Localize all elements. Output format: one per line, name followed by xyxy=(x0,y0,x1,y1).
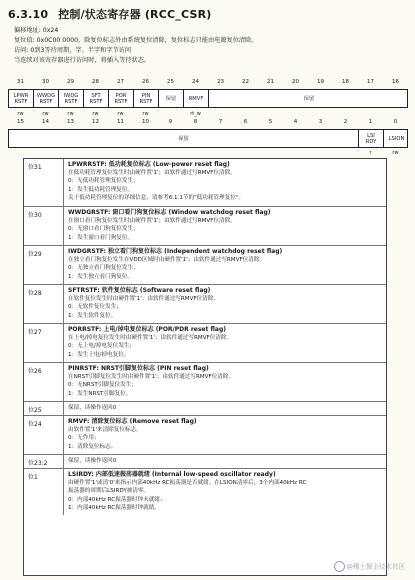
bit-description-line: 在NRST引脚复位发生时由硬件置'1'；由软件通过写RMVF位清除。 xyxy=(68,374,235,381)
lower-bit-3: 3 xyxy=(318,119,323,125)
bit-description-line: 1：清除复位标志。 xyxy=(68,443,117,450)
column-divider xyxy=(63,416,64,454)
upper-field-iwdgrstf: IWDG RSTF xyxy=(59,90,84,107)
lower-bit-2: 2 xyxy=(343,119,348,125)
upper-access-label: rw xyxy=(142,111,149,117)
bit-field-title: RMVF: 清除复位标志 (Remove reset flag) xyxy=(68,418,197,425)
upper-field-rmvf: RMVF xyxy=(184,90,209,107)
bit-description-line: 1：发生独立看门狗复位。 xyxy=(68,273,134,280)
bit-description-content xyxy=(68,287,382,320)
bit-description-line: 在低功耗管理复位发生时由硬件置'1'；由软件通过写RMVF位清除。 xyxy=(68,170,236,177)
column-divider xyxy=(63,207,64,245)
bit-field-title: IWDGRSTF: 独立看门狗复位标志 (Independent watchdog reset flag) xyxy=(68,248,283,255)
upper-access-label: rw xyxy=(17,111,24,117)
lower-access-row xyxy=(8,150,408,158)
bit-position-label: 位27 xyxy=(28,329,42,336)
lower-bit-13: 13 xyxy=(67,119,74,125)
lower-bit-numbers xyxy=(8,119,408,128)
lower-bit-1: 1 xyxy=(368,119,373,125)
bit-field-title: SFTRSTF: 软件复位标志 (Software reset flag) xyxy=(68,287,211,294)
lower-bit-4: 4 xyxy=(293,119,298,125)
upper-bit-23: 23 xyxy=(217,79,224,85)
upper-bit-24: 24 xyxy=(192,79,199,85)
bit-description-row xyxy=(24,245,386,284)
bit-description-line: 振荡器的周期后LSIRDY被清零。 xyxy=(68,488,150,495)
upper-bit-31: 31 xyxy=(17,79,24,85)
meta-access: 访问: 0到3等待周期，字、半字和字节访问 xyxy=(14,47,132,54)
bit-description-line: 在窗口看门狗复位发生时由硬件置'1'；由软件通过写RMVF位清除。 xyxy=(68,218,236,225)
bit-description-line: 1：发生NRST引脚复位。 xyxy=(68,390,132,397)
bit-description-row xyxy=(24,159,386,206)
upper-bit-numbers xyxy=(8,79,408,88)
bit-position-label: 位30 xyxy=(28,212,42,219)
bit-description-content xyxy=(68,365,382,398)
bit-position-label: 位23:2 xyxy=(28,460,48,467)
lower-bit-12: 12 xyxy=(92,119,99,125)
upper-field-pinrstf: PIN RSTF xyxy=(134,90,159,107)
bit-description-line: 在上电/掉电复位发生时由硬件置'1'；由软件通过写RMVF位清除。 xyxy=(68,335,233,342)
bit-field-title: 保留，读操作返回0 xyxy=(68,405,117,411)
bit-description-content xyxy=(68,248,382,281)
watermark-logo-icon xyxy=(334,561,345,572)
meta-offset: 偏移地址: 0x24 xyxy=(14,27,59,34)
register-lower-row xyxy=(8,129,408,148)
bit-description-content xyxy=(68,457,382,465)
lower-field-lsirdy: LSI RDY xyxy=(359,130,384,147)
bit-description-line: 1：发生低功耗管理复位。 xyxy=(68,186,134,193)
bit-description-line: 0：无软件复位发生； xyxy=(68,304,122,311)
bit-description-line: 1：发生上电/掉电复位。 xyxy=(68,351,130,358)
bit-description-row xyxy=(24,415,386,454)
upper-bit-27: 27 xyxy=(117,79,124,85)
bit-description-line: 1：内部40kHz RC振荡器时钟就绪。 xyxy=(68,504,160,511)
bit-description-line: 0：无作用； xyxy=(68,435,100,442)
bit-description-line: 0：无窗口看门狗复位发生； xyxy=(68,226,139,233)
lower-field-lsion: LSION xyxy=(388,135,405,142)
section-heading xyxy=(8,6,211,22)
upper-field-sftrstf: SFT RSTF xyxy=(84,90,109,107)
upper-access-label: rw xyxy=(92,111,99,117)
bit-position-label: 位26 xyxy=(28,368,42,375)
bit-description-line: 关于低功耗管理复位的详细信息，请参考6.1.1节的"低功耗管理复位"。 xyxy=(68,194,245,201)
upper-bit-18: 18 xyxy=(342,79,349,85)
bit-description-content xyxy=(68,404,382,412)
meta-wait-state: 当连续对该寄存器进行访问时，将插入等待状态。 xyxy=(14,57,151,64)
lower-field-保留: 保留 xyxy=(9,130,359,147)
lower-bit-15: 15 xyxy=(17,119,24,125)
lower-bit-7: 7 xyxy=(218,119,223,125)
bit-description-row xyxy=(24,284,386,323)
bit-description-row xyxy=(24,362,386,401)
upper-access-label: rw xyxy=(117,111,124,117)
upper-field-保留: 保留 xyxy=(303,95,315,102)
column-divider xyxy=(63,285,64,323)
bit-field-title: 保留，读操作返回0 xyxy=(68,458,117,464)
watermark: @稀土掘金技术社区 xyxy=(334,561,406,572)
lower-access-label: rw xyxy=(392,150,399,156)
bit-field-title: LSIRDY: 内部低速振荡器就绪 (Internal low-speed oscillator ready) xyxy=(68,471,276,478)
bit-description-table xyxy=(23,158,387,576)
upper-bit-19: 19 xyxy=(317,79,324,85)
bit-description-content xyxy=(68,209,382,242)
upper-field-保留: 保留 xyxy=(159,90,184,107)
upper-access-label: rw xyxy=(67,111,74,117)
bit-description-line: 0：无独立看门狗复位发生； xyxy=(68,265,139,272)
section-number: 6.3.10 xyxy=(8,8,49,21)
bit-description-line: 1：发生软件复位。 xyxy=(68,312,117,319)
bit-position-label: 位1 xyxy=(28,474,38,481)
lower-bit-10: 10 xyxy=(142,119,149,125)
column-divider xyxy=(63,455,64,468)
bit-description-content xyxy=(68,471,382,512)
upper-field-wwdgrstf: WWDG RSTF xyxy=(34,90,59,107)
bit-description-line: 由软件置'1'来清除复位标志。 xyxy=(68,427,142,434)
upper-access-label: rt_w xyxy=(190,111,201,117)
bit-position-label: 位24 xyxy=(28,421,42,428)
bit-description-line: 1：发生窗口看门狗复位。 xyxy=(68,234,134,241)
column-divider xyxy=(63,246,64,284)
upper-bit-26: 26 xyxy=(142,79,149,85)
column-divider xyxy=(63,402,64,415)
bit-field-title: LPWRRSTF: 低功耗复位标志 (Low-power reset flag) xyxy=(68,161,230,168)
lower-bit-0: 0 xyxy=(393,119,398,125)
upper-bit-21: 21 xyxy=(267,79,274,85)
bit-description-content xyxy=(68,326,382,359)
bit-description-line: 在独立看门狗复位发生在VDD区域时由硬件置'1'；由软件通过写RMVF位清除。 xyxy=(68,257,266,264)
column-divider xyxy=(63,469,64,515)
upper-bit-17: 17 xyxy=(367,79,374,85)
bit-description-row xyxy=(24,323,386,362)
upper-field-porrstf: POR RSTF xyxy=(109,90,134,107)
bit-description-line: 0：无上电/掉电复位发生； xyxy=(68,343,135,350)
upper-bit-28: 28 xyxy=(92,79,99,85)
upper-bit-20: 20 xyxy=(292,79,299,85)
column-divider xyxy=(63,324,64,362)
lower-bit-6: 6 xyxy=(243,119,248,125)
upper-bit-29: 29 xyxy=(67,79,74,85)
lower-bit-5: 5 xyxy=(268,119,273,125)
upper-access-row xyxy=(8,111,408,119)
upper-bit-30: 30 xyxy=(42,79,49,85)
bit-field-title: PORRSTF: 上电/掉电复位标志 (POR/PDR reset flag) xyxy=(68,326,226,333)
lower-access-label: r xyxy=(369,150,372,156)
bit-description-row xyxy=(24,468,386,515)
bit-description-line: 由硬件置'1'或清'0'来指示内部40kHz RC振荡器是否就绪。在LSION清零后，3个内部40kHz RC xyxy=(68,480,307,487)
upper-bit-16: 16 xyxy=(392,79,399,85)
lower-bit-9: 9 xyxy=(168,119,173,125)
bit-description-line: 0：无低功耗管理复位发生； xyxy=(68,178,139,185)
column-divider xyxy=(63,363,64,401)
bit-field-title: WWDGRSTF: 窗口看门狗复位标志 (Window watchdog reset flag) xyxy=(68,209,271,216)
bit-field-title: PINRSTF: NRST引脚复位标志 (PIN reset flag) xyxy=(68,365,209,372)
column-divider xyxy=(63,159,64,206)
bit-position-label: 位31 xyxy=(28,164,42,171)
bit-position-label: 位28 xyxy=(28,290,42,297)
bit-description-line: 0：内部40kHz RC振荡器时钟未就绪； xyxy=(68,496,166,503)
bit-description-line: 在软件复位发生时由硬件置'1'；由软件通过写RMVF位清除。 xyxy=(68,296,220,303)
lower-bit-11: 11 xyxy=(117,119,124,125)
upper-bit-22: 22 xyxy=(242,79,249,85)
upper-field-lpwrrstf: LPWR RSTF xyxy=(9,90,34,107)
upper-bit-25: 25 xyxy=(167,79,174,85)
lower-bit-14: 14 xyxy=(42,119,49,125)
bit-description-content xyxy=(68,161,382,202)
bit-description-row xyxy=(24,206,386,245)
bit-description-content xyxy=(68,418,382,451)
upper-access-label: rw xyxy=(42,111,49,117)
bit-description-row xyxy=(24,454,386,468)
meta-reset-value: 复位值: 0x0C00 0000，除复位标志外由系统复位清除，复位标志只能由电源复位清除。 xyxy=(14,37,258,44)
bit-description-row xyxy=(24,401,386,415)
bit-description-line: 0：无NRST引脚复位发生； xyxy=(68,382,137,389)
section-title: 控制/状态寄存器 (RCC_CSR) xyxy=(58,8,212,21)
bit-position-label: 位29 xyxy=(28,251,42,258)
bit-position-label: 位25 xyxy=(28,407,42,414)
register-upper-row xyxy=(8,89,408,108)
lower-bit-8: 8 xyxy=(193,119,198,125)
